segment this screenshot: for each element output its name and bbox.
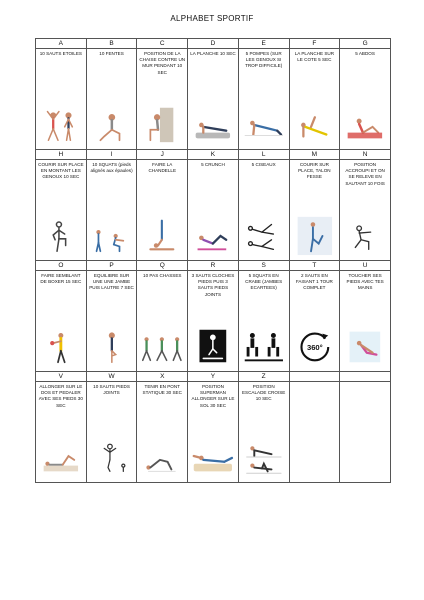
letter-header: U xyxy=(340,261,391,271)
letter-header: K xyxy=(188,150,239,160)
push-up-icon xyxy=(239,103,289,145)
exercise-cell xyxy=(36,49,87,150)
exercise-text: FAIRE SEMBLANT DE BOXER 15 SEC xyxy=(40,273,82,285)
exercise-cell xyxy=(36,382,87,483)
exercise-cell xyxy=(36,271,87,372)
page-title: ALPHABET SPORTIF xyxy=(170,14,254,23)
letter-header: Y xyxy=(188,372,239,382)
exercise-text: 3 SAUTS CLOCHES PIEDS PUIS 3 SAUTS PIEDS JOINTS xyxy=(191,273,235,297)
exercise-cell xyxy=(188,49,239,150)
hop-jump-icon xyxy=(188,325,238,367)
letter-header: W xyxy=(86,372,137,382)
one-leg-balance-icon xyxy=(87,325,137,367)
exercise-cell xyxy=(340,160,391,261)
exercise-cell xyxy=(137,271,188,372)
svg-text:360°: 360° xyxy=(306,342,323,352)
exercise-row xyxy=(36,160,391,261)
letter-header: V xyxy=(36,372,87,382)
letter-row xyxy=(36,39,391,49)
letter-header: A xyxy=(36,39,87,49)
exercise-text: 5 SQUATS EN CRABE (JAMBES ECARTEES) xyxy=(245,273,283,291)
wall-sit-icon xyxy=(137,103,187,145)
exercise-text: 5 POMPES (SUR LES GENOUX SI TROP DIFFICILE) xyxy=(245,51,283,69)
exercise-cell xyxy=(289,271,340,372)
letter-header: D xyxy=(188,39,239,49)
superman-icon xyxy=(188,436,238,478)
exercise-text: POSITION ACCROUPI ET ON SE RELEVE EN SAUTANT 10 FOIS xyxy=(345,162,385,186)
letter-header: E xyxy=(238,39,289,49)
letter-header: O xyxy=(36,261,87,271)
exercise-cell xyxy=(289,382,340,483)
shoulder-stand-icon xyxy=(137,214,187,256)
letter-header: C xyxy=(137,39,188,49)
exercise-cell xyxy=(36,160,87,261)
exercise-text: FAIRE LA CHANDELLE xyxy=(148,162,177,174)
exercise-text xyxy=(290,382,340,384)
exercise-cell xyxy=(137,382,188,483)
exercise-cell xyxy=(340,271,391,372)
mountain-climber-icon xyxy=(239,436,289,478)
alphabet-grid xyxy=(35,38,391,483)
plank-icon xyxy=(188,103,238,145)
exercise-text: ALLONGER SUR LE DOS ET PEDALER AVEC SES PIEDS 30 SEC xyxy=(38,384,83,408)
letter-header: T xyxy=(289,261,340,271)
exercise-cell xyxy=(188,382,239,483)
letter-header: B xyxy=(86,39,137,49)
side-steps-icon xyxy=(137,325,187,367)
crunch-icon xyxy=(188,214,238,256)
letter-row xyxy=(36,150,391,160)
exercise-row xyxy=(36,382,391,483)
exercise-cell xyxy=(86,382,137,483)
boxing-icon xyxy=(36,325,86,367)
exercise-text: TENIR EN PONT STATIQUE 30 SEC xyxy=(142,384,182,396)
letter-header: P xyxy=(86,261,137,271)
exercise-cell xyxy=(289,160,340,261)
butt-kicks-icon xyxy=(290,214,340,256)
exercise-cell xyxy=(188,271,239,372)
exercise-cell xyxy=(238,160,289,261)
exercise-cell xyxy=(238,271,289,372)
exercise-text: 5 CRUNCH xyxy=(201,162,225,167)
letter-header xyxy=(289,372,340,382)
exercise-text: LA PLANCHE 10 SEC xyxy=(190,51,236,56)
letter-header xyxy=(340,372,391,382)
exercise-cell xyxy=(238,49,289,150)
letter-header: Z xyxy=(238,372,289,382)
letter-header: G xyxy=(340,39,391,49)
squat-icon xyxy=(87,214,137,256)
crab-squat-icon xyxy=(239,325,289,367)
exercise-text: POSITION DE LA CHAISE CONTRE UN MUR PENDANT 10 SEC xyxy=(139,51,186,75)
letter-header: R xyxy=(188,261,239,271)
exercise-cell xyxy=(86,271,137,372)
exercise-cell xyxy=(137,49,188,150)
bridge-icon xyxy=(137,436,187,478)
exercise-cell xyxy=(238,382,289,483)
exercise-cell xyxy=(340,49,391,150)
exercise-cell xyxy=(188,160,239,261)
letter-header: H xyxy=(36,150,87,160)
exercise-text xyxy=(340,382,390,384)
letter-header: X xyxy=(137,372,188,382)
exercise-row xyxy=(36,49,391,150)
exercise-row xyxy=(36,271,391,372)
exercise-text: 10 SAUTS PIEDS JOINTS xyxy=(93,384,130,396)
exercise-text: 5 CISEAUX xyxy=(251,162,276,167)
exercise-text: POSITION SUPERMAN ALLONGER SUR LE SOL 30 SEC xyxy=(191,384,235,408)
exercise-text: LA PLANCHE SUR LE COTE 5 SEC xyxy=(294,51,335,63)
exercise-text: TOUCHER SES PIEDS AVEC TES MAINS xyxy=(346,273,384,291)
letter-header: M xyxy=(289,150,340,160)
rotation-360-icon xyxy=(290,325,340,367)
letter-row xyxy=(36,261,391,271)
exercise-text: 10 SAUTS ETOILES xyxy=(39,51,82,56)
scissors-icon xyxy=(239,214,289,256)
letter-header: Q xyxy=(137,261,188,271)
exercise-cell xyxy=(137,160,188,261)
bicycle-legs-icon xyxy=(36,436,86,478)
exercise-text: 10 PAS CHASSES xyxy=(143,273,182,278)
high-knees-icon xyxy=(36,214,86,256)
letter-header: F xyxy=(289,39,340,49)
exercise-text: COURIR SUR PLACE EN MONTANT LES GENOUX 10 SEC xyxy=(38,162,84,180)
exercise-text: 2 SAUTS EN FAISANT 1 TOUR COMPLET xyxy=(295,273,333,291)
exercise-text: EQUILIBRE SUR UNE UNE JAMBE PUIS LAUTRE 7 SEC xyxy=(89,273,134,291)
exercise-cell xyxy=(86,160,137,261)
jump-feet-together-icon xyxy=(87,436,137,478)
sit-up-icon xyxy=(340,103,390,145)
exercise-text: POSITION ESCALADE CROISE 10 SEC xyxy=(241,384,286,402)
exercise-text: 5 ABDOS xyxy=(355,51,375,56)
exercise-cell xyxy=(289,49,340,150)
exercise-cell xyxy=(340,382,391,483)
letter-row xyxy=(36,372,391,382)
toe-touch-icon xyxy=(340,325,390,367)
exercise-text: 10 FENTES xyxy=(99,51,124,56)
lunges-icon xyxy=(87,103,137,145)
letter-header: N xyxy=(340,150,391,160)
letter-header: L xyxy=(238,150,289,160)
jumping-jacks-icon xyxy=(36,103,86,145)
side-plank-icon xyxy=(290,103,340,145)
exercise-text: COURIR SUR PLACE, TALON FESSE xyxy=(298,162,331,180)
exercise-cell xyxy=(86,49,137,150)
letter-header: J xyxy=(137,150,188,160)
exercise-text: 10 SQUATS (pieds alignés aux épaules) xyxy=(90,162,133,174)
squat-jump-icon xyxy=(340,214,390,256)
letter-header: I xyxy=(86,150,137,160)
letter-header: S xyxy=(238,261,289,271)
